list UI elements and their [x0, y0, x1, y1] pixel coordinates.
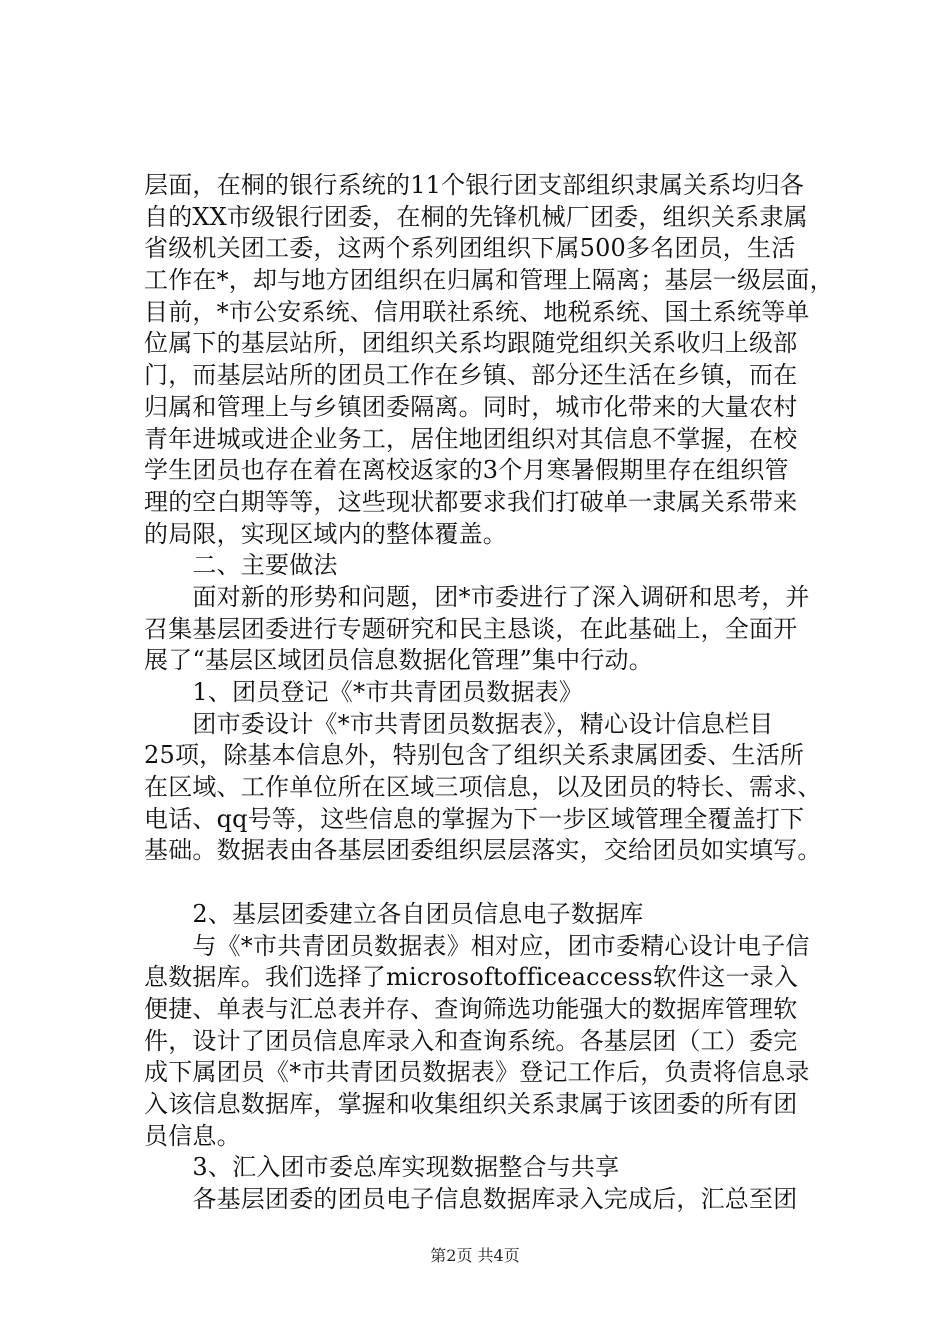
text-line: 自的XX市级银行团委，在桐的先锋机械厂团委，组织关系隶属	[144, 202, 808, 231]
text-line: 展了“基层区域团员信息数据化管理”集中行动。	[144, 646, 653, 675]
body-text	[144, 170, 834, 1216]
text-line: 面对新的形势和问题，团*市委进行了深入调研和思考，并	[144, 582, 810, 611]
text-line: 电话、qq号等，这些信息的掌握为下一步区域管理全覆盖打下	[144, 804, 805, 833]
text-line: 便捷、单表与汇总表并存、查询筛选功能强大的数据库管理软	[144, 994, 798, 1023]
text-line: 位属下的基层站所，团组织关系均跟随党组织关系收归上级部	[144, 329, 798, 358]
blank-line	[144, 867, 834, 899]
text-line: 息数据库。我们选择了microsoftofficeaccess软件这一录入	[144, 963, 799, 992]
text-line: 1、团员登记《*市共青团员数据表》	[144, 678, 584, 706]
text-line: 归属和管理上与乡镇团委隔离。同时，城市化带来的大量农村	[144, 392, 798, 421]
text-line: 学生团员也存在着在离校返家的3个月寒暑假期里存在组织管	[144, 456, 789, 485]
text-line: 省级机关团工委，这两个系列团组织下属500多名团员，生活	[144, 234, 796, 263]
text-line: 各基层团委的团员电子信息数据库录入完成后，汇总至团	[144, 1185, 798, 1213]
text-line: 2、基层团委建立各自团员信息电子数据库	[144, 899, 644, 928]
text-line: 门，而基层站所的团员工作在乡镇、部分还生活在乡镇，而在	[144, 361, 798, 390]
text-line: 员信息。	[144, 1121, 241, 1150]
text-line: 与《*市共青团员数据表》相对应，团市委精心设计电子信	[144, 931, 810, 960]
text-line: 召集基层团委进行专题研究和民主恳谈，在此基础上，全面开	[144, 614, 798, 643]
text-line: 件，设计了团员信息库录入和查询系统。各基层团（工）委完	[144, 1026, 798, 1055]
text-line: 层面，在桐的银行系统的11个银行团支部组织隶属关系均归各	[144, 171, 805, 199]
text-line: 团市委设计《*市共青团员数据表》，精心设计信息栏目	[144, 709, 774, 738]
text-line: 入该信息数据库，掌握和收集组织关系隶属于该团委的所有团	[144, 1089, 798, 1118]
text-line: 基础。数据表由各基层团委组织层层落实，交给团员如实填写。	[144, 836, 822, 865]
text-line: 青年进城或进企业务工，居住地团组织对其信息不掌握，在校	[144, 424, 798, 453]
text-line: 二、主要做法	[144, 551, 338, 580]
text-line: 成下属团员《*市共青团员数据表》登记工作后，负责将信息录	[144, 1058, 810, 1087]
text-line: 3、汇入团市委总库实现数据整合与共享	[144, 1153, 620, 1182]
text-line: 理的空白期等等，这些现状都要求我们打破单一隶属关系带来	[144, 487, 798, 516]
text-line: 工作在*，却与地方团组织在归属和管理上隔离；基层一级层面，	[144, 266, 834, 295]
text-line: 的局限，实现区域内的整体覆盖。	[144, 519, 507, 548]
page-footer: 第2页 共4页	[430, 1246, 520, 1265]
text-line: 25项，除基本信息外，特别包含了组织关系隶属团委、生活所	[144, 741, 805, 770]
text-line: 目前，*市公安系统、信用联社系统、地税系统、国土系统等单	[144, 297, 810, 326]
text-line: 在区域、工作单位所在区域三项信息，以及团员的特长、需求、	[144, 773, 822, 802]
